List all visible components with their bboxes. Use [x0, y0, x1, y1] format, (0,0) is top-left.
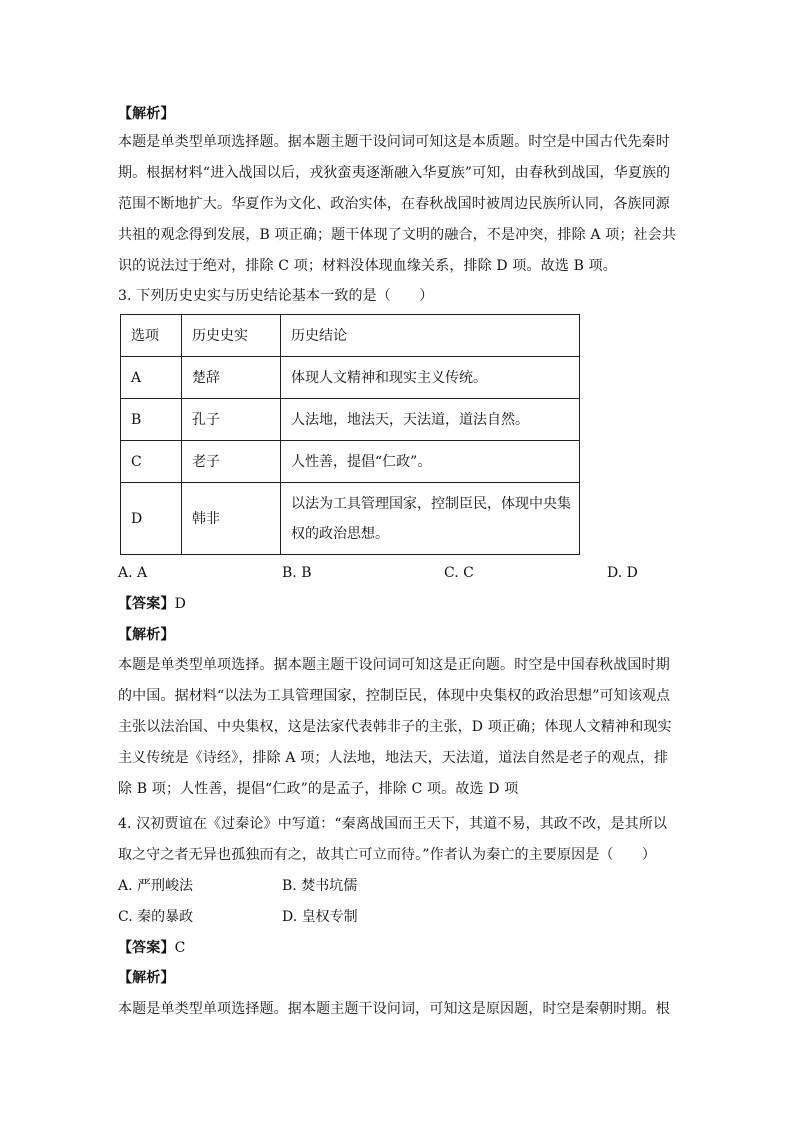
answer-heading: 【答案】	[118, 596, 175, 612]
paragraph-line: 除 B 项；人性善，提倡“仁政”的是孟子，排除 C 项。故选 D 项	[118, 781, 519, 797]
paragraph-line: 范围不断地扩大。华夏作为文化、政治实体，在春秋战国时被周边民族所认同，各族同源	[118, 196, 670, 212]
paragraph-line: 本题是单类型单项选择。据本题主题干设问词可知这是正向题。时空是中国春秋战国时期	[118, 657, 670, 673]
option-b: B. B	[282, 565, 312, 581]
table-cell: D	[121, 483, 182, 555]
answer-value: C	[174, 940, 186, 956]
option-b: B. 焚书坑儒	[282, 878, 358, 894]
table-header-row	[121, 315, 580, 357]
question-3-stem: 3. 下列历史史实与历史结论基本一致的是（ ）	[118, 288, 434, 304]
table-cell: 老子	[182, 441, 281, 483]
paragraph-line: 主张以法治国、中央集权，这是法家代表韩非子的主张，D 项正确；体现人文精神和现实	[118, 719, 672, 735]
question-3-table	[120, 314, 580, 555]
paragraph-line: 本题是单类型单项选择题。据本题主题干设问词可知这是本质题。时空是中国古代先秦时	[118, 134, 670, 150]
table-cell-line: 权的政治思想。	[291, 525, 389, 542]
answer-value: D	[174, 596, 186, 612]
option-a: A. A	[118, 565, 148, 581]
analysis-heading: 【解析】	[118, 627, 175, 643]
table-row	[121, 483, 580, 555]
paragraph-line: 主义传统是《诗经》，排除 A 项；人法地，地法天，天法道，道法自然是老子的观点，排	[118, 750, 669, 766]
table-cell-line: 以法为工具管理国家，控制臣民，体现中央集	[291, 495, 571, 512]
paragraph-line: 的中国。据材料“以法为工具管理国家，控制臣民，体现中央集权的政治思想”可知该观点	[118, 688, 671, 704]
option-a: A. 严刑峻法	[118, 878, 194, 894]
answer-heading: 【答案】	[118, 940, 175, 956]
table-cell: 楚辞	[182, 357, 281, 399]
table-row	[121, 441, 580, 483]
table-header-cell: 历史结论	[281, 315, 580, 357]
option-d: D. 皇权专制	[282, 909, 358, 925]
analysis-heading: 【解析】	[118, 970, 175, 986]
table-cell	[281, 483, 580, 555]
question-4-stem: 4. 汉初贾谊在《过秦论》中写道：“秦离战国而王天下，其道不易，其政不改，是其所以	[118, 816, 668, 832]
option-d: D. D	[607, 565, 638, 581]
paragraph-line: 期。根据材料“进入战国以后，戎狄蛮夷逐渐融入华夏族”可知，由春秋到战国，华夏族的	[118, 165, 671, 181]
table-cell: 人性善，提倡“仁政”。	[281, 441, 580, 483]
table-cell: 体现人文精神和现实主义传统。	[281, 357, 580, 399]
question-4-stem: 取之守之者无异也孤独而有之，故其亡可立而待。”作者认为秦亡的主要原因是（ ）	[118, 847, 657, 863]
paragraph-line: 识的说法过于绝对，排除 C 项；材料没体现血缘关系，排除 D 项。故选 B 项。	[118, 258, 617, 274]
table-cell: 孔子	[182, 399, 281, 441]
table-header-cell: 历史史实	[182, 315, 281, 357]
answer-line	[118, 594, 186, 614]
table-cell: 人法地，地法天，天法道，道法自然。	[281, 399, 580, 441]
table-cell: B	[121, 399, 182, 441]
table-row	[121, 399, 580, 441]
paragraph-line: 共祖的观念得到发展，B 项正确；题干体现了文明的融合，不是冲突，排除 A 项；社会共	[118, 227, 677, 243]
table-cell: 韩非	[182, 483, 281, 555]
analysis-heading: 【解析】	[118, 106, 175, 122]
table-header-cell: 选项	[121, 315, 182, 357]
table-cell: C	[121, 441, 182, 483]
table-cell: A	[121, 357, 182, 399]
paragraph-line: 本题是单类型单项选择题。据本题主题干设问词，可知这是原因题，时空是秦朝时期。根	[118, 1001, 670, 1017]
option-c: C. C	[444, 565, 474, 581]
option-c: C. 秦的暴政	[118, 909, 194, 925]
table-row	[121, 357, 580, 399]
answer-line	[118, 938, 185, 958]
